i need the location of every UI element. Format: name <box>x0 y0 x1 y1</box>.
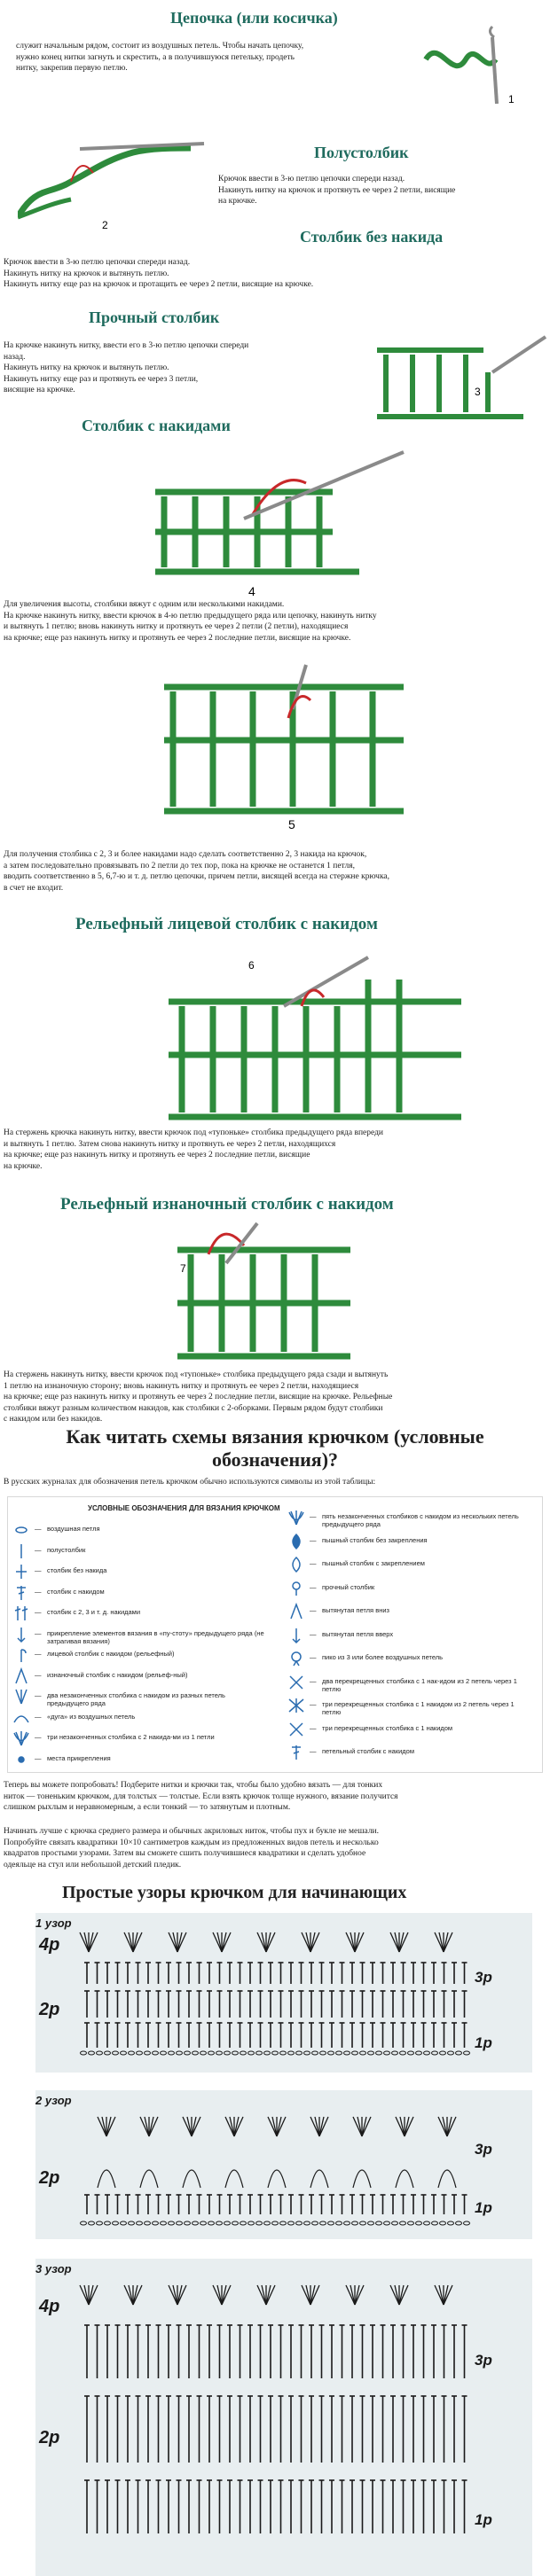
section-text-treble: Для увеличения высоты, столбики вяжут с одним или несколькими накидами. На крючке накинуть нитку, ввести крючок в 4-ю петлю предыдущего ряда или цепочку, накинуть нитку и вытянуть 1 петлю; вновь накинуть нитку и протянуть ее через 2 петли (2 петли), находящиеся на крючке; еще раз накинуть нитку и протянуть ее через 2 последние петли, висящие на крючке. <box>4 600 377 643</box>
legend-label: пышный столбик без закрепления <box>322 1535 428 1544</box>
legend-row <box>283 1508 540 1532</box>
legend-symbol-icon <box>12 1708 31 1728</box>
section-text-front-post: На стержень крючка накинуть нитку, ввести крючок под «тупоньке» столбика предыдущего ряда впереди и вытянуть 1 петлю. Затем снова накинуть нитку и протянуть ее через 2 петли, находящихся на крючке; еще раз накинуть нитку и протянуть ее через 2 последние петли, висящие на крючке. <box>4 1128 384 1171</box>
legend-label: два перекрещенных столбика с 1 нак-идом из 2 петель через 1 петлю <box>322 1676 517 1693</box>
legend-row <box>8 1667 274 1688</box>
legend-symbol-icon <box>287 1649 306 1668</box>
pattern-2-label: 2 узор <box>35 2094 72 2107</box>
legend-symbol-icon <box>287 1602 306 1621</box>
legend-label: вытянутая петля вниз <box>322 1606 389 1614</box>
legend-dash: — <box>310 1747 317 1755</box>
legend-label: два незаконченных столбика с накидом из разных петель предыдущего ряда <box>47 1691 225 1707</box>
fig-label-5: 5 <box>288 817 295 831</box>
legend-intro: В русских журналах для обозначения петель крючком обычно используются символы из этой таблицы: <box>4 1478 376 1487</box>
pattern-1-row-4r: 4р <box>39 1935 60 1955</box>
patterns-title: Простые узоры крючком для начинающих <box>62 1883 407 1902</box>
legend-row <box>283 1602 540 1626</box>
legend-label: пять незаконченных столбиков с накидом из нескольких петель предыдущего ряда <box>322 1512 519 1528</box>
legend-symbol-icon <box>12 1604 31 1623</box>
legend-label: лицевой столбик с накидом (рельефный) <box>47 1650 175 1658</box>
legend-row <box>283 1673 540 1697</box>
legend-table <box>7 1496 543 1773</box>
legend-dash: — <box>35 1733 42 1741</box>
legend-dash: — <box>35 1525 42 1533</box>
legend-label: столбик с 2, 3 и т. д. накидами <box>47 1608 141 1616</box>
fig-label-4: 4 <box>248 584 255 598</box>
legend-symbol-icon <box>12 1667 31 1686</box>
legend-row <box>8 1708 274 1729</box>
pattern-3-row-3r: 3р <box>475 2352 492 2369</box>
legend-row <box>8 1520 274 1542</box>
legend-dash: — <box>310 1723 317 1732</box>
legend-dash: — <box>310 1676 317 1685</box>
legend-symbol-icon <box>12 1687 31 1706</box>
legend-label: три перекрещенных столбика с 1 накидом <box>322 1723 453 1732</box>
section-text-back-post: На стержень накинуть нитку, ввести крючок под «тупоньке» столбика предыдущего ряда сзади и вытянуть 1 петлю на изнаночную сторону; вновь накинуть нитку и протянуть ее через 2 петли, находящиеся на крючке; еще раз накинуть нитку и протянуть ее через 2 последние петли, висящие на крючке. Рельефные столбики вяжут разным количеством накидов, как столбики с 2-оборками. Первым рядом будут столбики с накидом или без накидов. <box>4 1370 393 1424</box>
legend-dash: — <box>35 1691 42 1699</box>
pattern-3-label: 3 узор <box>35 2262 72 2275</box>
legend-text-2: Начинать лучше с крючка среднего размера и обычных акриловых ниток, чтобы пух и букле не мешали. Попробуйте связать квадратики 10×10 сантиметров каждым из предложенных видов петель и несколько квадратов простыми узорами. Затем вы сможете сшить получившиеся квадратики и сделать удобное одеяльце на стул или небольшой детский пледик. <box>4 1827 380 1870</box>
fig-label-3: 3 <box>475 386 481 398</box>
pattern-3-row-1r: 1р <box>475 2511 492 2528</box>
section-title-chain: Цепочка (или косичка) <box>170 9 338 27</box>
strong-stitch-illustration <box>373 319 550 421</box>
legend-row <box>283 1532 540 1556</box>
legend-text: Теперь вы можете попробовать! Подберите нитки и крючки так, чтобы было удобно вязать — для тонких ниток — тоненьким крючком, для толстых — толстые. Если взять крючок толще нужного, вязание получится слишком рыхлым и неравномерным, а если тонкий — то затянутым и плотным. <box>4 1781 398 1812</box>
double-treble-illustration <box>155 656 430 833</box>
legend-row <box>283 1649 540 1673</box>
legend-dash: — <box>310 1606 317 1614</box>
legend-dash: — <box>35 1608 42 1616</box>
legend-label: три незаконченных столбика с 2 накида-ми из 1 петли <box>47 1733 215 1741</box>
legend-dash: — <box>35 1670 42 1679</box>
legend-symbol-icon <box>12 1645 31 1665</box>
legend-symbol-icon <box>12 1542 31 1561</box>
legend-symbol-icon <box>287 1508 306 1527</box>
legend-label: полустолбик <box>47 1545 86 1554</box>
legend-symbol-icon <box>287 1696 306 1715</box>
section-title-half-double: Полустолбик <box>314 144 409 161</box>
section-text-chain: служит начальным рядом, состоит из воздушных петель. Чтобы начать цепочку, нужно конец нитки загнуть и скрестить, а в получившуюся петельку, продеть нитку, закрепив первую петлю. <box>16 42 304 73</box>
section-title-strong: Прочный столбик <box>89 308 220 326</box>
pattern-1-row-2r: 2р <box>39 2000 60 2019</box>
pattern-3-row-2r: 2р <box>39 2428 60 2447</box>
legend-symbol-icon <box>12 1729 31 1748</box>
pattern-1-label: 1 узор <box>35 1916 72 1930</box>
legend-dash: — <box>310 1559 317 1567</box>
legend-symbol-icon <box>12 1750 31 1769</box>
legend-label: места прикрепления <box>47 1753 111 1762</box>
legend-symbol-icon <box>287 1579 306 1598</box>
section-title-front-post: Рельефный лицевой столбик с накидом <box>75 915 378 933</box>
legend-table-title: УСЛОВНЫЕ ОБОЗНАЧЕНИЯ ДЛЯ ВЯЗАНИЯ КРЮЧКОМ <box>88 1504 280 1512</box>
legend-symbol-icon <box>287 1626 306 1645</box>
legend-row <box>8 1750 274 1771</box>
legend-row <box>8 1687 274 1708</box>
fig-label-2: 2 <box>102 219 108 230</box>
fig-label-6: 6 <box>248 959 255 972</box>
legend-row <box>8 1604 274 1625</box>
legend-label: изнаночный столбик с накидом (рельеф-ный) <box>47 1670 188 1679</box>
chain-illustration <box>421 20 537 108</box>
legend-row <box>283 1626 540 1650</box>
section-title-back-post: Рельефный изнаночный столбик с накидом <box>60 1195 394 1214</box>
legend-dash: — <box>310 1629 317 1638</box>
legend-symbol-icon <box>287 1743 306 1762</box>
legend-label: «дуга» из воздушных петель <box>47 1712 136 1721</box>
legend-symbol-icon <box>12 1562 31 1581</box>
legend-dash: — <box>310 1582 317 1591</box>
legend-label: воздушная петля <box>47 1525 100 1533</box>
section-text-half-double: Крючок ввести в 3-ю петлю цепочки спереди назад. Накинуть нитку на крючок и протянуть ее через 2 петли, висящие на крючке. <box>218 175 456 206</box>
legend-symbol-icon <box>287 1532 306 1551</box>
legend-symbol-icon <box>12 1625 31 1644</box>
legend-label: прочный столбик <box>322 1582 375 1591</box>
back-post-illustration <box>173 1219 359 1365</box>
section-title-treble: Столбик с накидами <box>82 417 231 434</box>
pattern-1-row-1r: 1р <box>475 2034 492 2051</box>
section-text-single: Крючок ввести в 3-ю петлю цепочки спереди назад. Накинуть нитку на крючок и вытянуть петлю. Накинуть нитку еще раз на крючок и протащить ее через 2 петли, висящие на крючке. <box>4 258 314 289</box>
legend-label: петельный столбик с накидом <box>322 1747 415 1755</box>
legend-dash: — <box>310 1653 317 1661</box>
legend-symbol-icon <box>287 1673 306 1692</box>
legend-dash: — <box>35 1566 42 1574</box>
legend-row <box>283 1696 540 1720</box>
patterns-area <box>35 1913 532 2576</box>
legend-row <box>8 1562 274 1583</box>
pattern-1-bg <box>35 1913 532 2073</box>
half-double-illustration <box>18 133 213 230</box>
legend-label: пико из 3 или более воздушных петель <box>322 1653 444 1661</box>
legend-dash: — <box>35 1545 42 1554</box>
legend-symbol-icon <box>12 1583 31 1603</box>
legend-symbol-icon <box>287 1720 306 1739</box>
pattern-2-row-2r: 2р <box>39 2168 60 2188</box>
legend-symbol-icon <box>12 1520 31 1540</box>
legend-symbol-icon <box>287 1555 306 1574</box>
pattern-2-row-3r: 3р <box>475 2141 492 2158</box>
legend-dash: — <box>35 1628 42 1637</box>
legend-label: столбик с накидом <box>47 1587 105 1596</box>
legend-row <box>8 1583 274 1604</box>
pattern-3-bg <box>35 2259 532 2576</box>
treble-illustration <box>155 443 421 598</box>
legend-row <box>8 1729 274 1750</box>
section-title-single: Столбик без накида <box>300 228 444 246</box>
legend-label: столбик без накида <box>47 1566 107 1574</box>
fig-label-1: 1 <box>508 93 515 105</box>
legend-label: вытянутая петля вверх <box>322 1629 394 1638</box>
legend-row <box>283 1743 540 1767</box>
legend-label: пышный столбик с закреплением <box>322 1559 425 1567</box>
fig-label-7: 7 <box>180 1262 186 1275</box>
legend-dash: — <box>35 1712 42 1721</box>
legend-dash: — <box>310 1512 317 1520</box>
legend-row <box>8 1645 274 1667</box>
patterns-schema <box>35 1913 532 2576</box>
pattern-3-row-4r: 4р <box>39 2297 60 2316</box>
pattern-1-row-3r: 3р <box>475 1969 492 1986</box>
legend-dash: — <box>310 1535 317 1544</box>
legend-section-title: Как читать схемы вязания крючком (условные обозначения)? <box>66 1425 484 1471</box>
legend-row <box>283 1579 540 1603</box>
legend-label: прикрепление элементов вязания в «пу-стоту» предыдущего ряда (не затрагивая вязания) <box>47 1628 264 1645</box>
pattern-2-row-1r: 1р <box>475 2199 492 2216</box>
front-post-illustration <box>169 944 470 1126</box>
legend-dash: — <box>35 1587 42 1596</box>
legend-row <box>8 1625 274 1646</box>
pattern-2-bg <box>35 2090 532 2239</box>
legend-dash: — <box>310 1700 317 1708</box>
section-text-treble-2: Для получения столбика с 2, 3 и более накидами надо сделать соответственно 2, 3 накида на крючок, а затем последовательно провязывать по 2 петли до тех пор, пока на крючке не останется 1 петля, вводить соответственно в 5, 6,7-ю и т. д. петлю цепочки, причем петли, висящей всегда на стержне крючка, в счет не входит. <box>4 850 390 893</box>
legend-row <box>8 1542 274 1563</box>
legend-row <box>283 1720 540 1744</box>
legend-dash: — <box>35 1650 42 1658</box>
legend-row <box>283 1555 540 1579</box>
legend-label: три перекрещенных столбика с 1 накидом из 2 петель через 1 петлю <box>322 1700 515 1716</box>
section-text-strong: На крючке накинуть нитку, ввести его в 3-ю петлю цепочки спереди назад. Накинуть нитку на крючок и вытянуть петлю. Накинуть нитку еще раз и протянуть ее через 3 петли, висящие на крючке. <box>4 341 249 394</box>
legend-dash: — <box>35 1753 42 1762</box>
